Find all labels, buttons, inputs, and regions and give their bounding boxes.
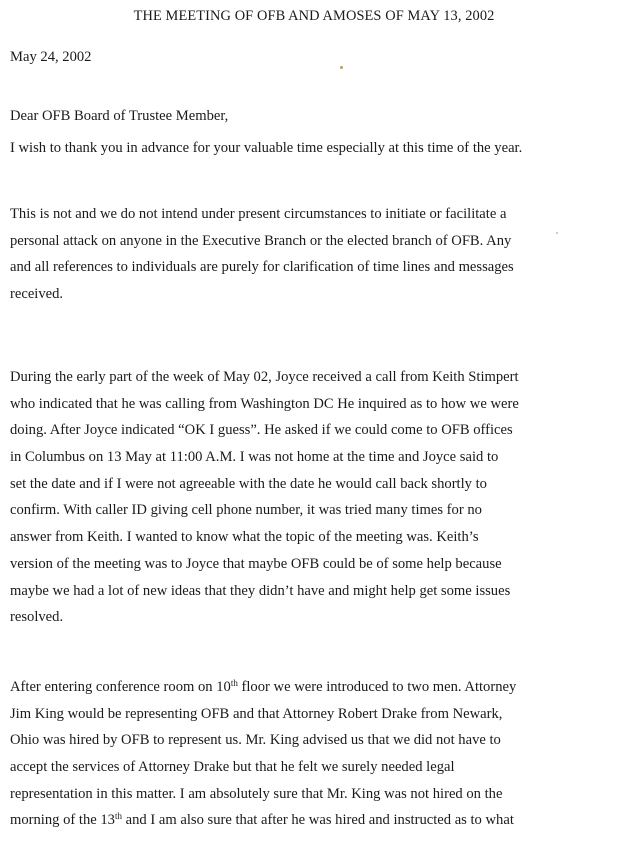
text-line: resolved. — [10, 609, 64, 626]
text-line: who indicated that he was calling from Washington DC He inquired as to how we were — [10, 395, 519, 412]
text-line: version of the meeting was to Joyce that maybe OFB could be of some help because — [10, 555, 502, 572]
text-line: maybe we had a lot of new ideas that they didn’t have and might help get some issues — [10, 582, 511, 599]
text-line: confirm. With caller ID giving cell phone number, it was tried many times for no — [10, 502, 482, 519]
ordinal-suffix: th — [114, 811, 122, 822]
ordinal-suffix: th — [230, 678, 238, 688]
paragraph-conference-room — [10, 674, 622, 834]
scan-speck — [340, 66, 343, 69]
text-line: During the early part of the week of May 02, Joyce received a call from Keith Stimpert — [10, 369, 519, 385]
text-line: personal attack on anyone in the Executive Branch or the elected branch of OFB. Any — [10, 232, 512, 249]
text-line — [10, 674, 622, 701]
paragraph-intent — [10, 201, 622, 308]
text-line: accept the services of Attorney Drake but that he felt we surely needed legal — [10, 759, 455, 776]
text-line: doing. After Joyce indicated “OK I guess”. He asked if we could come to OFB offices — [10, 422, 513, 439]
text-line: in Columbus on 13 May at 11:00 A.M. I was not home at the time and Joyce said to — [10, 449, 499, 466]
paragraph-phone-call — [10, 364, 622, 631]
text-line: Ohio was hired by OFB to represent us. Mr. King advised us that we did not have to — [10, 732, 501, 749]
text-line — [10, 807, 622, 834]
salutation: Dear OFB Board of Trustee Member, — [10, 108, 229, 124]
text-line: representation in this matter. I am absolutely sure that Mr. King was not hired on the — [10, 785, 503, 802]
document-title: THE MEETING OF OFB AND AMOSES OF MAY 13, 2002 — [133, 8, 495, 24]
text-line: and all references to individuals are purely for clarification of time lines and messages — [10, 259, 514, 276]
paragraph-thanks — [10, 135, 622, 162]
letter-date: May 24, 2002 — [10, 49, 92, 65]
text-line-end: and I am also sure that after he was hired and instructed as to what — [122, 812, 514, 829]
text-line: set the date and if I were not agreeable with the date he would call back shortly to — [10, 475, 487, 492]
text-line-start: After entering conference room on 10 — [10, 679, 231, 695]
text-line: Jim King would be representing OFB and that Attorney Robert Drake from Newark, — [10, 705, 503, 722]
text-line: answer from Keith. I wanted to know what the topic of the meeting was. Keith’s — [10, 529, 479, 546]
text-line: I wish to thank you in advance for your valuable time especially at this time of the year. — [10, 140, 523, 156]
text-line-start: morning of the 13 — [10, 812, 115, 829]
text-line: This is not and we do not intend under present circumstances to initiate or facilitate a — [10, 206, 507, 222]
text-line: received. — [10, 286, 64, 303]
text-line-end: floor we were introduced to two men. Attorney — [237, 679, 517, 695]
